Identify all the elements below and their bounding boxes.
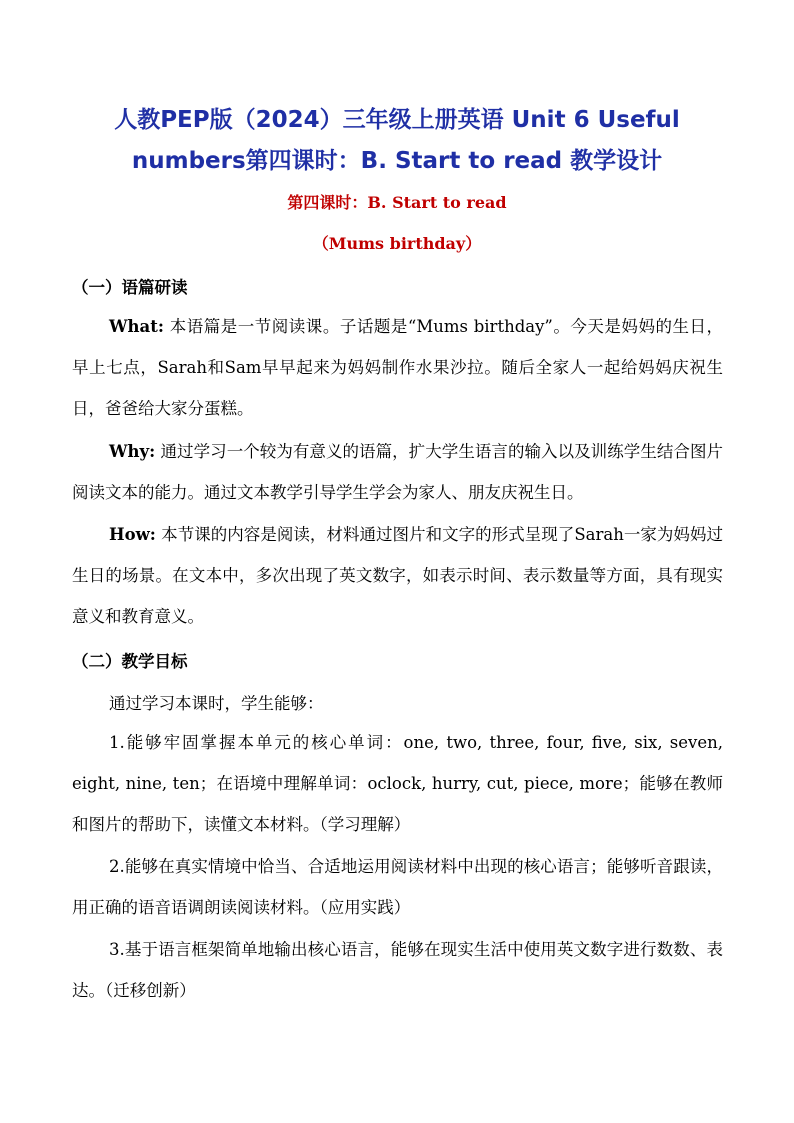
section-heading-teaching-goals: （二）教学目标 [72, 652, 188, 671]
what-label: What: [109, 317, 164, 336]
goal-3-paragraph: 3.基于语言框架简单地输出核心语言，能够在现实生活中使用英文数字进行数数、表达。（迁移创新） [72, 940, 723, 1000]
why-text: 通过学习一个较为有意义的语篇，扩大学生语言的输入以及训练学生结合图片阅读文本的能力。通过文本教学引导学生学会为家人、朋友庆祝生日。 [72, 442, 723, 502]
goal-1-paragraph: 1.能够牢固掌握本单元的核心单词：one, two, three, four, five, six, seven, eight, nine, ten；在语境中理解单词：oclock, hurry, cut, piece, more；能够在教师和图片的帮助下，读懂文本材料。（学习理解） [72, 733, 723, 834]
document-title-line-1: 人教PEP版（2024）三年级上册英语 Unit 6 Useful [114, 107, 680, 133]
why-label: Why: [109, 442, 156, 461]
what-text: 本语篇是一节阅读课。子话题是“Mums birthday”。今天是妈妈的生日，早上七点，Sarah和Sam早早起来为妈妈制作水果沙拉。随后全家人一起给妈妈庆祝生日，爸爸给大家分蛋糕。 [72, 317, 723, 418]
how-label: How: [109, 525, 156, 544]
how-text: 本节课的内容是阅读，材料通过图片和文字的形式呈现了Sarah一家为妈妈过生日的场景。在文本中，多次出现了英文数字，如表示时间、表示数量等方面，具有现实意义和教育意义。 [72, 525, 723, 626]
document-title-line-2: numbers第四课时：B. Start to read 教学设计 [131, 148, 663, 174]
what-paragraph [72, 306, 723, 429]
lesson-title: 第四课时：B. Start to read [287, 193, 507, 212]
why-paragraph [72, 431, 723, 513]
how-paragraph [72, 514, 723, 637]
lesson-subtitle: （Mums birthday） [312, 234, 482, 253]
goal-2-paragraph: 2.能够在真实情境中恰当、合适地运用阅读材料中出现的核心语言；能够听音跟读，用正确的语音语调朗读阅读材料。（应用实践） [72, 857, 723, 917]
section-heading-text-study: （一）语篇研读 [72, 278, 188, 297]
goals-intro: 通过学习本课时，学生能够： [109, 694, 324, 713]
